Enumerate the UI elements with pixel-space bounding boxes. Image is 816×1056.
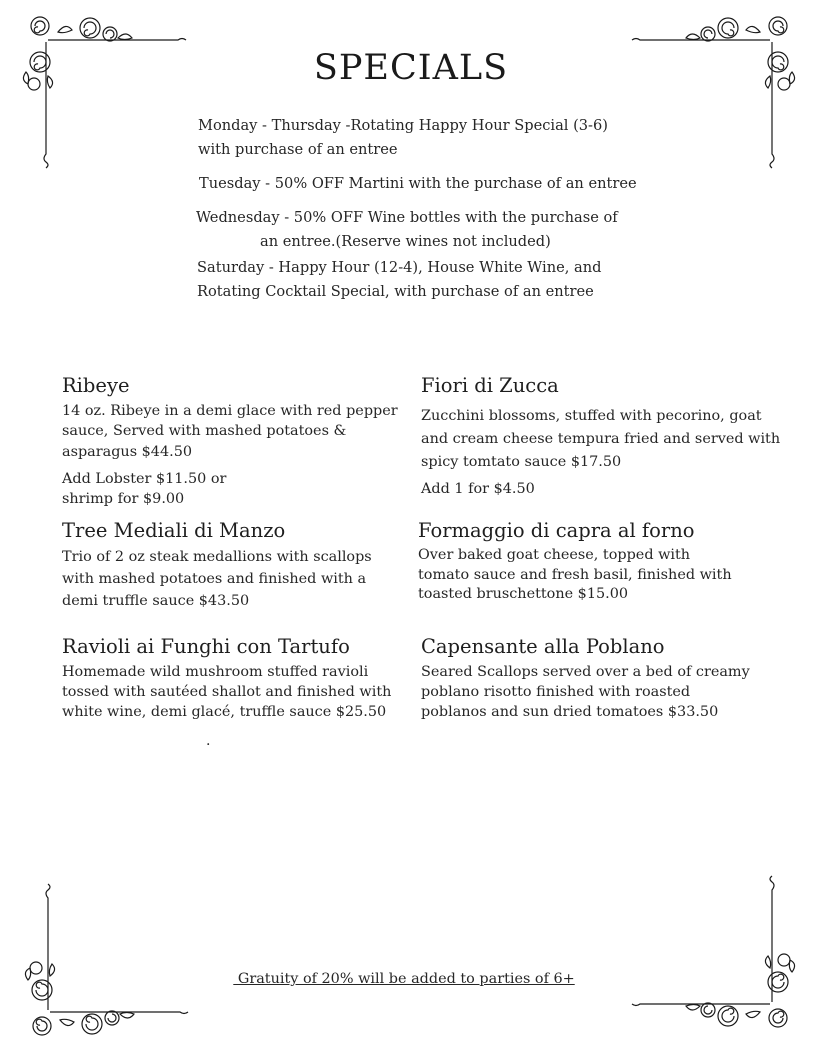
special-line: Rotating Cocktail Special, with purchase of an entree [197, 282, 594, 300]
dish-title-formaggio: Formaggio di capra al forno [418, 519, 695, 542]
dish-addon-ribeye [62, 469, 226, 510]
dish-title-ravioli: Ravioli ai Funghi con Tartufo [62, 635, 350, 658]
special-monday-thursday [198, 114, 608, 161]
description-line: Over baked goat cheese, topped with [418, 547, 691, 563]
description-line: with mashed potatoes and finished with a [62, 571, 367, 587]
description-line: and cream cheese tempura fried and served with [421, 431, 781, 447]
stray-mark: . [206, 733, 211, 749]
description-line: tomato sauce and fresh basil, finished with [418, 566, 732, 583]
special-wednesday [196, 206, 618, 253]
description-line: sauce, Served with mashed potatoes & [62, 423, 347, 440]
description-line: Seared Scallops served over a bed of creamy [421, 664, 750, 680]
special-line: Wednesday - 50% OFF Wine bottles with the purchase of [196, 209, 618, 226]
dish-description-ravioli [62, 662, 391, 722]
special-line: an entree.(Reserve wines not included) [260, 232, 551, 250]
addon-line: Add Lobster $11.50 or [62, 471, 227, 487]
description-line: poblano risotto finished with roasted [421, 684, 691, 700]
dish-description-formaggio [418, 546, 732, 605]
dish-title-ribeye: Ribeye [62, 374, 130, 397]
description-line: demi truffle sauce $43.50 [62, 593, 250, 609]
floral-corner-bottom-left-icon [20, 878, 190, 1038]
description-line: toasted bruschettone $15.00 [418, 586, 629, 603]
description-line: white wine, demi glacé, truffle sauce $25.50 [62, 704, 387, 720]
special-line: Monday - Thursday -Rotating Happy Hour Special (3-6) [198, 117, 608, 134]
description-line: spicy tomtato sauce $17.50 [421, 454, 622, 470]
dish-description-capensante [421, 662, 750, 722]
description-line: 14 oz. Ribeye in a demi glace with red pepper [62, 403, 398, 419]
description-line: asparagus $44.50 [62, 443, 193, 460]
gratuity-text: Gratuity of 20% will be added to parties of 6+ [233, 971, 575, 987]
special-saturday [197, 256, 601, 303]
description-line: poblanos and sun dried tomatoes $33.50 [421, 704, 719, 720]
dish-description-ribeye [62, 401, 398, 462]
description-line: Zucchini blossoms, stuffed with pecorino, goat [421, 408, 762, 424]
description-line: Trio of 2 oz steak medallions with scallops [62, 549, 372, 565]
dish-description-fiori-di-zucca [421, 405, 780, 474]
special-line: with purchase of an entree [198, 140, 398, 158]
page-title: SPECIALS [313, 48, 509, 88]
special-line: Saturday - Happy Hour (12-4), House White Wine, and [197, 259, 602, 276]
dish-title-manzo: Tree Mediali di Manzo [62, 519, 286, 542]
special-tuesday: Tuesday - 50% OFF Martini with the purchase of an entree [199, 175, 637, 192]
floral-corner-top-left-icon [18, 14, 188, 174]
gratuity-notice [0, 971, 808, 987]
dish-addon-fiori-di-zucca: Add 1 for $4.50 [421, 481, 535, 497]
dish-title-capensante: Capensante alla Poblano [421, 635, 665, 658]
description-line: tossed with sautéed shallot and finished with [62, 684, 392, 700]
addon-line: shrimp for $9.00 [62, 491, 185, 508]
floral-corner-top-right-icon [630, 14, 800, 174]
dish-title-fiori-di-zucca: Fiori di Zucca [421, 374, 559, 397]
description-line: Homemade wild mushroom stuffed ravioli [62, 664, 369, 680]
dish-description-manzo [62, 546, 372, 612]
floral-corner-bottom-right-icon [630, 870, 800, 1030]
